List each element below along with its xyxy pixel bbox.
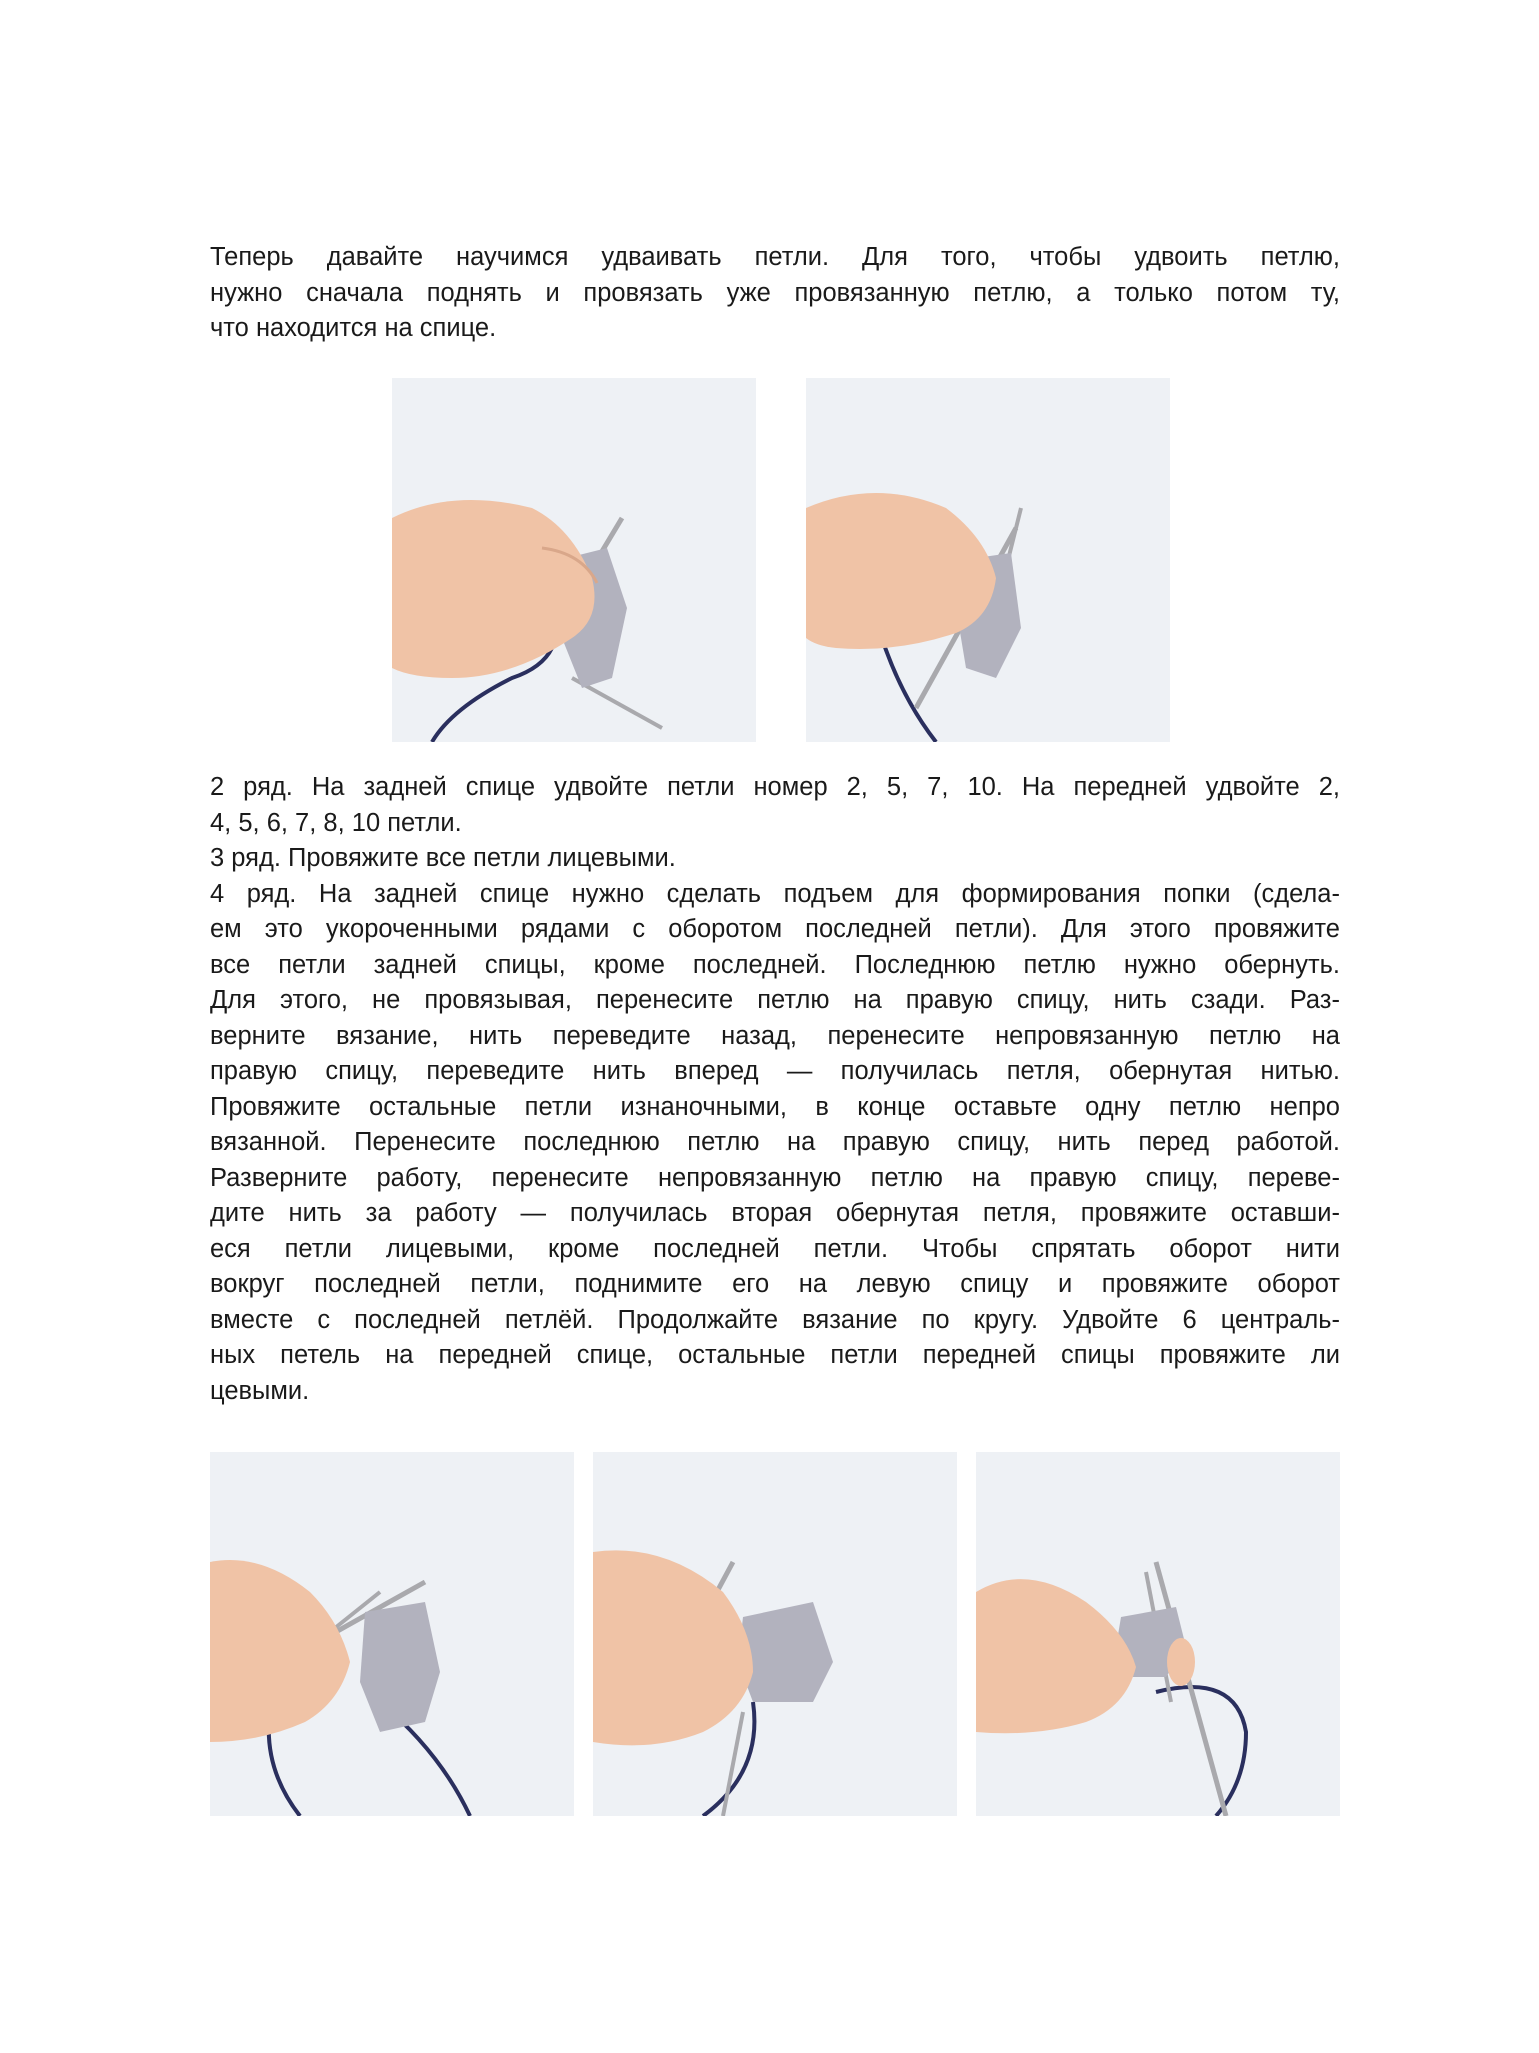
instruction-line: 3 ряд. Провяжите все петли лицевыми. bbox=[210, 844, 676, 872]
knitting-photo-3 bbox=[210, 1452, 574, 1816]
instruction-line: 2 ряд. На задней спице удвойте петли номер 2, 5, 7, 10. На передней удвойте 2, bbox=[210, 773, 1340, 801]
instruction-line: 4 ряд. На задней спице нужно сделать подъем для формирования попки (сдела- bbox=[210, 879, 1340, 908]
instruction-line: верните вязание, нить переведите назад, перенесите непровязанную петлю на bbox=[210, 1021, 1340, 1050]
instruction-line: все петли задней спицы, кроме последней. Последнюю петлю нужно обернуть. bbox=[210, 950, 1340, 979]
instruction-line: вместе с последней петлёй. Продолжайте вязание по кругу. Удвойте 6 централь- bbox=[210, 1305, 1340, 1334]
knitting-photo-1 bbox=[392, 378, 756, 742]
intro-line: что находится на спице. bbox=[210, 314, 497, 342]
instruction-line: ных петель на передней спице, остальные петли передней спицы провяжите ли bbox=[210, 1341, 1340, 1369]
intro-line: нужно сначала поднять и провязать уже провязанную петлю, а только потом ту, bbox=[210, 278, 1340, 307]
instruction-line: Разверните работу, перенесите непровязанную петлю на правую спицу, переве- bbox=[210, 1163, 1340, 1192]
instruction-line: ем это укороченными рядами с оборотом последней петли). Для этого провяжите bbox=[210, 915, 1340, 943]
instruction-line: еся петли лицевыми, кроме последней петли. Чтобы спрятать оборот нити bbox=[210, 1234, 1340, 1263]
intro-line: Теперь давайте научимся удваивать петли. Для того, чтобы удвоить петлю, bbox=[210, 243, 1340, 271]
instruction-line: дите нить за работу — получилась вторая обернутая петля, провяжите оставши- bbox=[210, 1199, 1340, 1227]
instruction-line: 4, 5, 6, 7, 8, 10 петли. bbox=[210, 808, 462, 837]
knitting-photo-4 bbox=[593, 1452, 957, 1816]
instructions-paragraph bbox=[210, 770, 1340, 1409]
instruction-line: вязанной. Перенесите последнюю петлю на правую спицу, нить перед работой. bbox=[210, 1128, 1340, 1156]
instruction-line: цевыми. bbox=[210, 1376, 310, 1405]
instruction-line: Провяжите остальные петли изнаночными, в конце оставьте одну петлю непро bbox=[210, 1092, 1340, 1121]
knitting-photo-5 bbox=[976, 1452, 1340, 1816]
instruction-line: вокруг последней петли, поднимите его на левую спицу и провяжите оборот bbox=[210, 1270, 1340, 1298]
intro-paragraph bbox=[210, 240, 1340, 347]
knitting-photo-2 bbox=[806, 378, 1170, 742]
instruction-line: Для этого, не провязывая, перенесите петлю на правую спицу, нить сзади. Раз- bbox=[210, 986, 1340, 1014]
instruction-line: правую спицу, переведите нить вперед — получилась петля, обернутая нитью. bbox=[210, 1057, 1340, 1085]
